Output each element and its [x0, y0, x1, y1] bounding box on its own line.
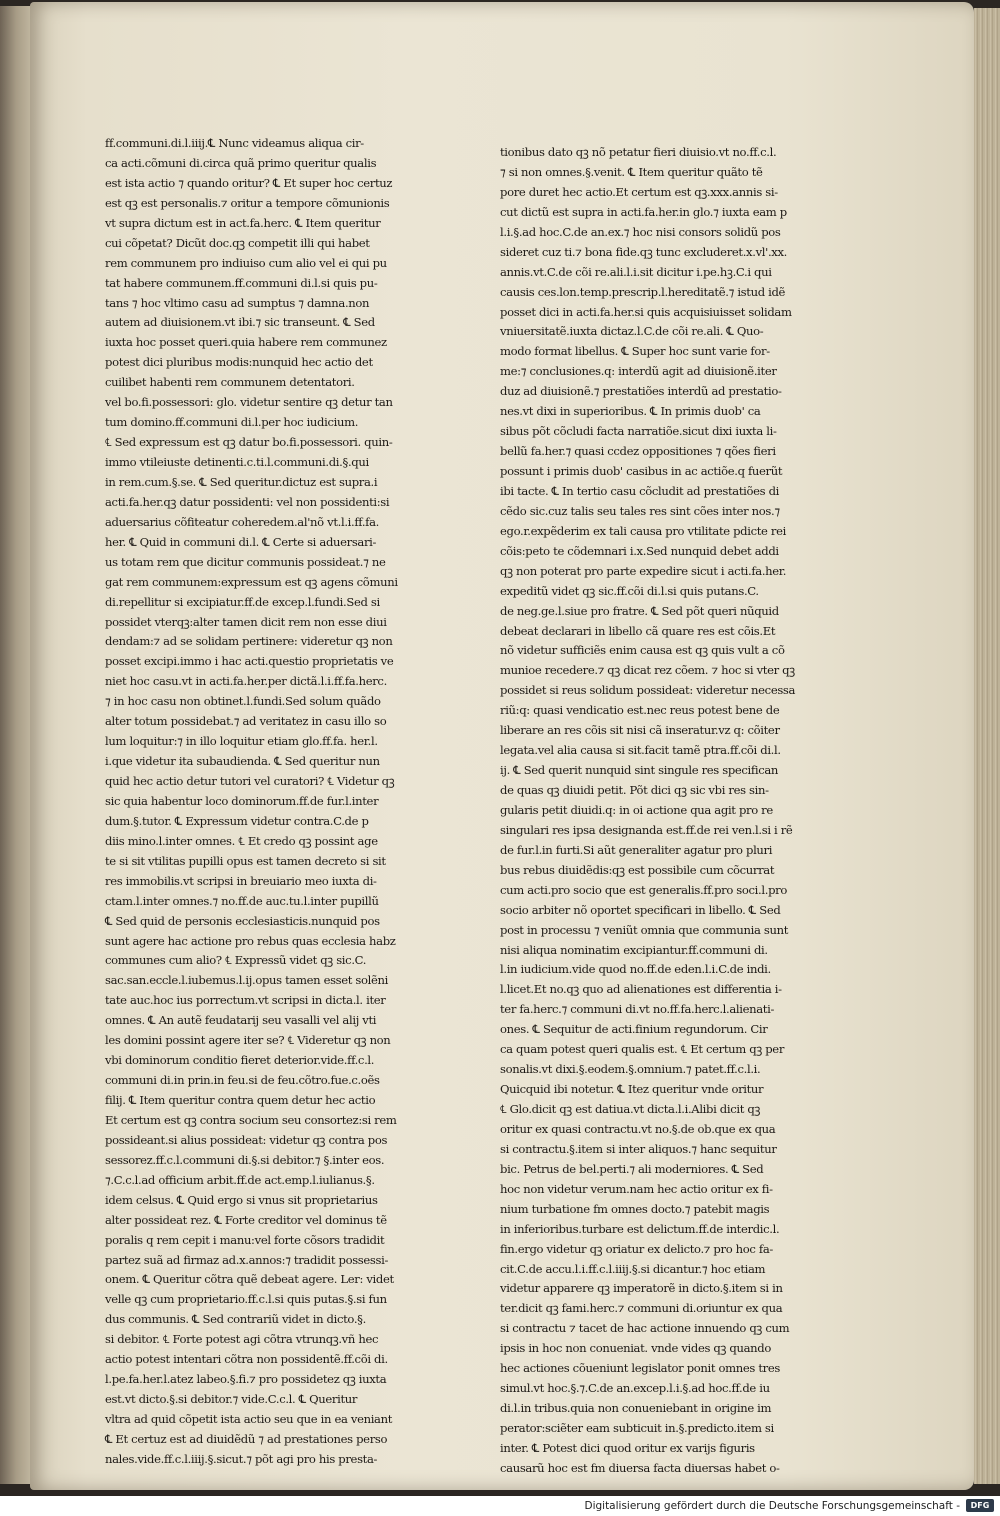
text-line: bellũ fa.her.⁊ quasi ccdez oppositiones ⁊ qões fieri: [500, 444, 776, 459]
footer-bar: [0, 1496, 1000, 1516]
text-line: alter possideat rez. ℄ Forte creditor vel dominus tẽ: [105, 1212, 387, 1227]
text-line: post in processu ⁊ veniũt omnia que communia sunt: [500, 922, 789, 937]
text-column-left: [105, 134, 415, 1470]
text-line: vltra ad quid cõpetit ista actio seu que in ea veniant: [105, 1412, 393, 1426]
text-line: posset dici in acti.fa.her.si quis acquisiuisset solidam: [500, 304, 792, 319]
text-line: in inferioribus.turbare est delictum.ff.de interdic.l.: [500, 1221, 780, 1236]
text-line: cẽdo sic.cuz talis seu tales res sint cões inter nos.⁊: [500, 503, 780, 518]
book-fore-edge: [974, 8, 1000, 1484]
previous-page-text-fragment: [2, 116, 32, 1116]
text-line: sibus põt cõcludi facta narratiõe.sicut dixi iuxta li-: [500, 424, 777, 439]
text-line: duz ad diuisionẽ.⁊ prestatiões interdũ ad prestatio-: [500, 384, 782, 399]
text-line: potest dici pluribus modis:nunquid hec actio det: [105, 355, 373, 370]
text-line: gularis petit diuidi.q: in oi actione qua agit pro re: [500, 802, 773, 817]
text-line: ff.communi.di.l.iiij.℄ Nunc videamus aliqua cir-: [105, 136, 364, 150]
text-line: idem celsus. ℄ Quid ergo si vnus sit proprietarius: [105, 1192, 378, 1207]
text-line: liberare an res cõis sit nisi cã inseratur.vz q: cõiter: [500, 723, 780, 738]
text-line: di.l.in tribus.quia non conueniebant in origine im: [500, 1401, 772, 1416]
text-line: partez suã ad firmaz ad.x.annos:⁊ tradidit possessi-: [105, 1252, 389, 1267]
text-line: sideret cuz ti.⁊ bona fide.qꝫ tunc excluderet.x.vl'.xx.: [500, 244, 788, 259]
text-line: tum domino.ff.communi di.l.per hoc iudicium.: [105, 415, 359, 430]
text-line: ℄ Et certuz est ad diuidẽdũ ⁊ ad prestationes perso: [105, 1431, 388, 1446]
text-line: tate auc.hoc ius porrectum.vt scripsi in dicta.l. iter: [105, 993, 386, 1008]
text-line: dum.§.tutor. ℄ Expressum videtur contra.C.de p: [105, 813, 369, 828]
text-line: dendam:⁊ ad se solidam pertinere: videretur qꝫ non: [105, 634, 393, 649]
text-line: niet hoc casu.vt in acti.fa.her.per dictã.l.i.ff.fa.herc.: [105, 674, 387, 689]
text-line: munioe recedere.⁊ qꝫ dicat rez cõem. ⁊ hoc si vter qꝫ: [500, 663, 795, 678]
text-line: inter. ℄ Potest dici quod oritur ex varijs figuris: [500, 1440, 755, 1455]
text-line: est qꝫ est personalis.⁊ oritur a tempore cõmunionis: [105, 195, 390, 210]
text-line: de quas qꝫ diuidi petit. Põt dici qꝫ sic vbi res sin-: [500, 783, 769, 797]
text-line: us totam rem que dicitur communis possideat.⁊ ne: [105, 554, 386, 569]
text-line: tionibus dato qꝫ nõ petatur fieri diuisio.vt no.ff.c.l.: [500, 145, 777, 159]
text-line: ij. ℄ Sed querit nunquid sint singule res specifican: [500, 763, 779, 778]
text-line: ibi tacte. ℄ In tertio casu cõcludit ad prestatiões di: [500, 483, 779, 498]
text-line: ℄ Sed quid de personis ecclesiasticis.nunquid pos: [105, 913, 380, 928]
text-line: nales.vide.ff.c.l.iiij.§.sicut.⁊ põt agi pro his presta-: [105, 1451, 378, 1466]
text-line: filij. ℄ Item queritur contra quem detur hec actio: [105, 1093, 376, 1107]
text-line: fin.ergo videtur qꝫ oriatur ex delicto.⁊ pro hoc fa-: [500, 1241, 773, 1256]
text-line: est.vt dicto.§.si debitor.⁊ vide.C.c.l. ℄ Queritur: [105, 1392, 358, 1407]
text-line: nium turbatione fm omnes docto.⁊ patebit magis: [500, 1201, 770, 1216]
text-line: hoc non videtur verum.nam hec actio oritur ex fi-: [500, 1181, 773, 1196]
text-line: annis.vt.C.de cõi re.ali.l.i.sit dicitur i.pe.hꝫ.C.i qui: [500, 264, 772, 279]
text-line: ego.r.expẽderim ex tali causa pro vtilitate pdicte rei: [500, 523, 786, 538]
text-line: l.pe.fa.her.l.atez labeo.§.fi.⁊ pro possidetez qꝫ iuxta: [105, 1372, 387, 1387]
text-line: cum acti.pro socio que est generalis.ff.pro soci.l.pro: [500, 882, 787, 897]
text-line: ter.dicit qꝫ fami.herc.⁊ communi di.oriuntur ex qua: [500, 1301, 783, 1316]
text-line: possidet vterqꝫ:alter tamen dicit rem non esse diui: [105, 614, 387, 629]
text-line: de neg.ge.l.siue pro fratre. ℄ Sed põt queri nũquid: [500, 603, 779, 618]
text-line: immo vtileiuste detinenti.c.ti.l.communi.di.§.qui: [105, 455, 369, 469]
text-line: singulari res ipsa designanda est.ff.de rei ven.l.si i rẽ: [500, 822, 793, 837]
text-line: ⁊ si non omnes.§.venit. ℄ Item queritur quãto tẽ: [500, 164, 763, 179]
text-line: di.repellitur si excipiatur.ff.de excep.l.fundi.Sed si: [105, 594, 380, 609]
text-line: l.i.§.ad hoc.C.de an.ex.⁊ hoc nisi consors solidũ pos: [500, 224, 781, 239]
dfg-logo-icon: DFG: [966, 1499, 994, 1512]
text-line: sunt agere hac actione pro rebus quas ecclesia habz: [105, 933, 396, 948]
text-line: ⁊ in hoc casu non obtinet.l.fundi.Sed solum quãdo: [105, 694, 381, 709]
text-line: pore duret hec actio.Et certum est qꝫ.xxx.annis si-: [500, 184, 778, 199]
text-line: qꝫ non poterat pro parte expedire sicut i acti.fa.her.: [500, 563, 787, 578]
text-line: ⁊.C.c.l.ad officium arbit.ff.de act.emp.l.iulianus.§.: [105, 1172, 375, 1187]
text-line: communi di.in prin.in feu.si de feu.cõtro.fue.c.oẽs: [105, 1073, 380, 1088]
text-line: ca acti.cõmuni di.circa quã primo queritur qualis: [105, 155, 377, 170]
text-line: tans ⁊ hoc vltimo casu ad sumptus ⁊ damna.non: [105, 295, 370, 310]
text-line: possunt i primis duob' casibus in ac actiõe.q fuerũt: [500, 464, 783, 478]
text-line: vniuersitatẽ.iuxta dictaz.l.C.de cõi re.ali. ℄ Quo-: [500, 324, 764, 339]
text-line: poralis q rem cepit i manu:vel forte cõsors tradidit: [105, 1232, 385, 1247]
text-line: omnes. ℄ An autẽ feudatarij seu vasalli vel alij vti: [105, 1013, 377, 1028]
text-line: cut dictũ est supra in acti.fa.her.in glo.⁊ iuxta eam p: [500, 204, 787, 219]
text-line: cui cõpetat? Dicũt doc.qꝫ competit illi qui habet: [105, 235, 370, 250]
text-line: in rem.cum.§.se. ℄ Sed queritur.dictuz est supra.i: [105, 474, 378, 489]
funding-notice: Digitalisierung gefördert durch die Deutsche Forschungsgemeinschaft -: [584, 1500, 960, 1512]
text-line: rem communem pro indiuiso cum alio vel ei qui pu: [105, 255, 387, 270]
text-line: l.in iudicium.vide quod no.ff.de eden.l.i.C.de indi.: [500, 962, 771, 977]
text-line: sic quia habentur loco dominorum.ff.de fur.l.inter: [105, 793, 379, 808]
text-line: est ista actio ⁊ quando oritur? ℄ Et super hoc certuz: [105, 175, 393, 190]
text-line: actio potest intentari cõtra non possidentẽ.ff.cõi di.: [105, 1352, 388, 1367]
text-line: vbi dominorum conditio fieret deterior.vide.ff.c.l.: [105, 1053, 375, 1068]
text-line: Et certum est qꝫ contra socium seu consortez:si rem: [105, 1112, 397, 1127]
text-line: te si sit vtilitas pupilli opus est tamen decreto si sit: [105, 853, 386, 868]
text-line: her. ℄ Quid in communi di.l. ℄ Certe si aduersari-: [105, 534, 377, 549]
text-line: communes cum alio? ℄ Expressũ videt qꝫ sic.C.: [105, 953, 367, 968]
text-line: nõ videtur sufficiẽs enim causa est qꝫ quis vult a cõ: [500, 643, 785, 658]
text-line: ter fa.herc.⁊ communi di.vt no.ff.fa.herc.l.alienati-: [500, 1002, 775, 1017]
text-line: perator:sciẽter eam subticuit in.§.predicto.item si: [500, 1421, 774, 1435]
text-line: sessorez.ff.c.l.communi di.§.si debitor.⁊ §.inter eos.: [105, 1152, 385, 1167]
text-line: ones. ℄ Sequitur de acti.finium regundorum. Cir: [500, 1022, 768, 1037]
text-column-right: [500, 143, 810, 1479]
text-line: cuilibet habenti rem communem detentatori.: [105, 375, 355, 390]
text-line: vel bo.fi.possessori: glo. videtur sentire qꝫ detur tan: [105, 395, 393, 410]
text-line: sonalis.vt dixi.§.eodem.§.omnium.⁊ patet.ff.c.l.i.: [500, 1062, 761, 1077]
text-line: autem ad diuisionem.vt ibi.⁊ sic transeunt. ℄ Sed: [105, 315, 375, 330]
text-line: bus rebus diuidẽdis:qꝫ est possibile cum cõcurrat: [500, 862, 775, 877]
text-line: debeat declarari in libello cã quare res est cõis.Et: [500, 623, 776, 638]
text-line: i.que videtur ita subaudienda. ℄ Sed queritur nun: [105, 754, 380, 769]
text-line: legata.vel alia causa si sit.facit tamẽ ptra.ff.cõi di.l.: [500, 743, 781, 758]
text-line: lum loquitur:⁊ in illo loquitur etiam glo.ff.fa. her.l.: [105, 734, 378, 749]
text-line: si contractu.§.item si inter aliquos.⁊ hanc sequitur: [500, 1141, 777, 1156]
text-line: alter totum possidebat.⁊ ad veritatez in casu illo so: [105, 714, 387, 729]
text-line: ℄ Glo.dicit qꝫ est datiua.vt dicta.l.i.Alibi dicit qꝫ: [500, 1102, 761, 1116]
text-line: tat habere communem.ff.communi di.l.si quis pu-: [105, 275, 378, 290]
text-line: vt supra dictum est in act.fa.herc. ℄ Item queritur: [105, 215, 381, 230]
text-line: possideant.si alius possideat: videtur qꝫ contra pos: [105, 1132, 388, 1147]
text-line: videtur apparere qꝫ imperatorẽ in dicto.§.item si in: [500, 1281, 783, 1296]
text-line: ca quam potest queri qualis est. ℄ Et certum qꝫ per: [500, 1042, 785, 1057]
text-line: modo format libellus. ℄ Super hoc sunt varie for-: [500, 344, 770, 359]
text-line: de fur.l.in furti.Si aũt generaliter agatur pro pluri: [500, 842, 773, 857]
text-line: cõis:peto te cõdemnari i.x.Sed nunquid debet addi: [500, 543, 779, 558]
text-line: me:⁊ conclusiones.q: interdũ agit ad diuisionẽ.iter: [500, 364, 777, 379]
text-line: iuxta hoc posset queri.quia habere rem communez: [105, 335, 387, 350]
text-line: ℄ Sed expressum est qꝫ datur bo.fi.possessori. quin-: [105, 435, 393, 450]
text-line: posset excipi.immo i hac acti.questio proprietatis ve: [105, 654, 394, 669]
text-line: cit.C.de accu.l.i.ff.c.l.iiij.§.si dicantur.⁊ hoc etiam: [500, 1261, 766, 1276]
text-line: l.licet.Et no.qꝫ quo ad alienationes est differentia i-: [500, 982, 782, 997]
text-line: possidet si reus solidum possideat: videretur necessa: [500, 683, 796, 698]
text-line: expeditũ videt qꝫ sic.ff.cõi di.l.si quis putans.C.: [500, 583, 759, 598]
text-line: bic. Petrus de bel.perti.⁊ ali moderniores. ℄ Sed: [500, 1161, 764, 1176]
text-line: quid hec actio detur tutori vel curatori? ℄ Videtur qꝫ: [105, 774, 395, 788]
text-line: aduersarius cõfiteatur coheredem.al'nõ vt.l.i.ff.fa.: [105, 514, 380, 529]
text-line: nisi aliqua nominatim excipiantur.ff.communi di.: [500, 942, 768, 957]
text-line: socio arbiter nõ oportet specificari in libello. ℄ Sed: [500, 902, 781, 917]
text-line: gat rem communem:expressum est qꝫ agens cõmuni: [105, 574, 398, 589]
text-line: velle qꝫ cum proprietario.ff.c.l.si quis putas.§.si fun: [105, 1292, 387, 1307]
text-line: hec actiones cõueniunt legislator ponit omnes tres: [500, 1361, 780, 1376]
text-line: simul.vt hoc.§.⁊.C.de an.excep.l.i.§.ad hoc.ff.de iu: [500, 1381, 770, 1396]
text-line: si debitor. ℄ Forte potest agi cõtra vtrunqꝫ.vñ hec: [105, 1332, 379, 1347]
text-line: causis ces.lon.temp.prescrip.l.hereditatẽ.⁊ istud idẽ: [500, 284, 786, 299]
text-line: si contractu ⁊ tacet de hac actione innuendo qꝫ cum: [500, 1321, 790, 1336]
text-line: les domini possint agere iter se? ℄ Videretur qꝫ non: [105, 1033, 391, 1048]
text-line: ctam.l.inter omnes.⁊ no.ff.de auc.tu.l.inter pupillũ: [105, 893, 379, 908]
text-line: ipsis in hoc non conueniat. vnde vides qꝫ quando: [500, 1341, 771, 1356]
text-line: Quicquid ibi notetur. ℄ Itez queritur vnde oritur: [500, 1082, 764, 1097]
text-line: riũ:q: quasi vendicatio est.nec reus potest bene de: [500, 703, 780, 718]
text-line: diis mino.l.inter omnes. ℄ Et credo qꝫ possint age: [105, 833, 378, 848]
text-line: acti.fa.her.qꝫ datur possidenti: vel non possidenti:si: [105, 494, 390, 509]
text-line: oritur ex quasi contractu.vt no.§.de ob.que ex qua: [500, 1121, 776, 1136]
text-line: onem. ℄ Queritur cõtra quẽ debeat agere. Ler: videt: [105, 1272, 394, 1287]
text-line: res immobilis.vt scripsi in breuiario meo iuxta di-: [105, 873, 377, 888]
text-line: nes.vt dixi in superioribus. ℄ In primis duob' ca: [500, 404, 761, 419]
text-line: dus communis. ℄ Sed contrariũ videt in dicto.§.: [105, 1312, 366, 1327]
text-line: causarũ hoc est fm diuersa facta diuersas habet o-: [500, 1460, 780, 1475]
text-line: sac.san.eccle.l.iubemus.l.ij.opus tamen esset solẽni: [105, 973, 389, 988]
